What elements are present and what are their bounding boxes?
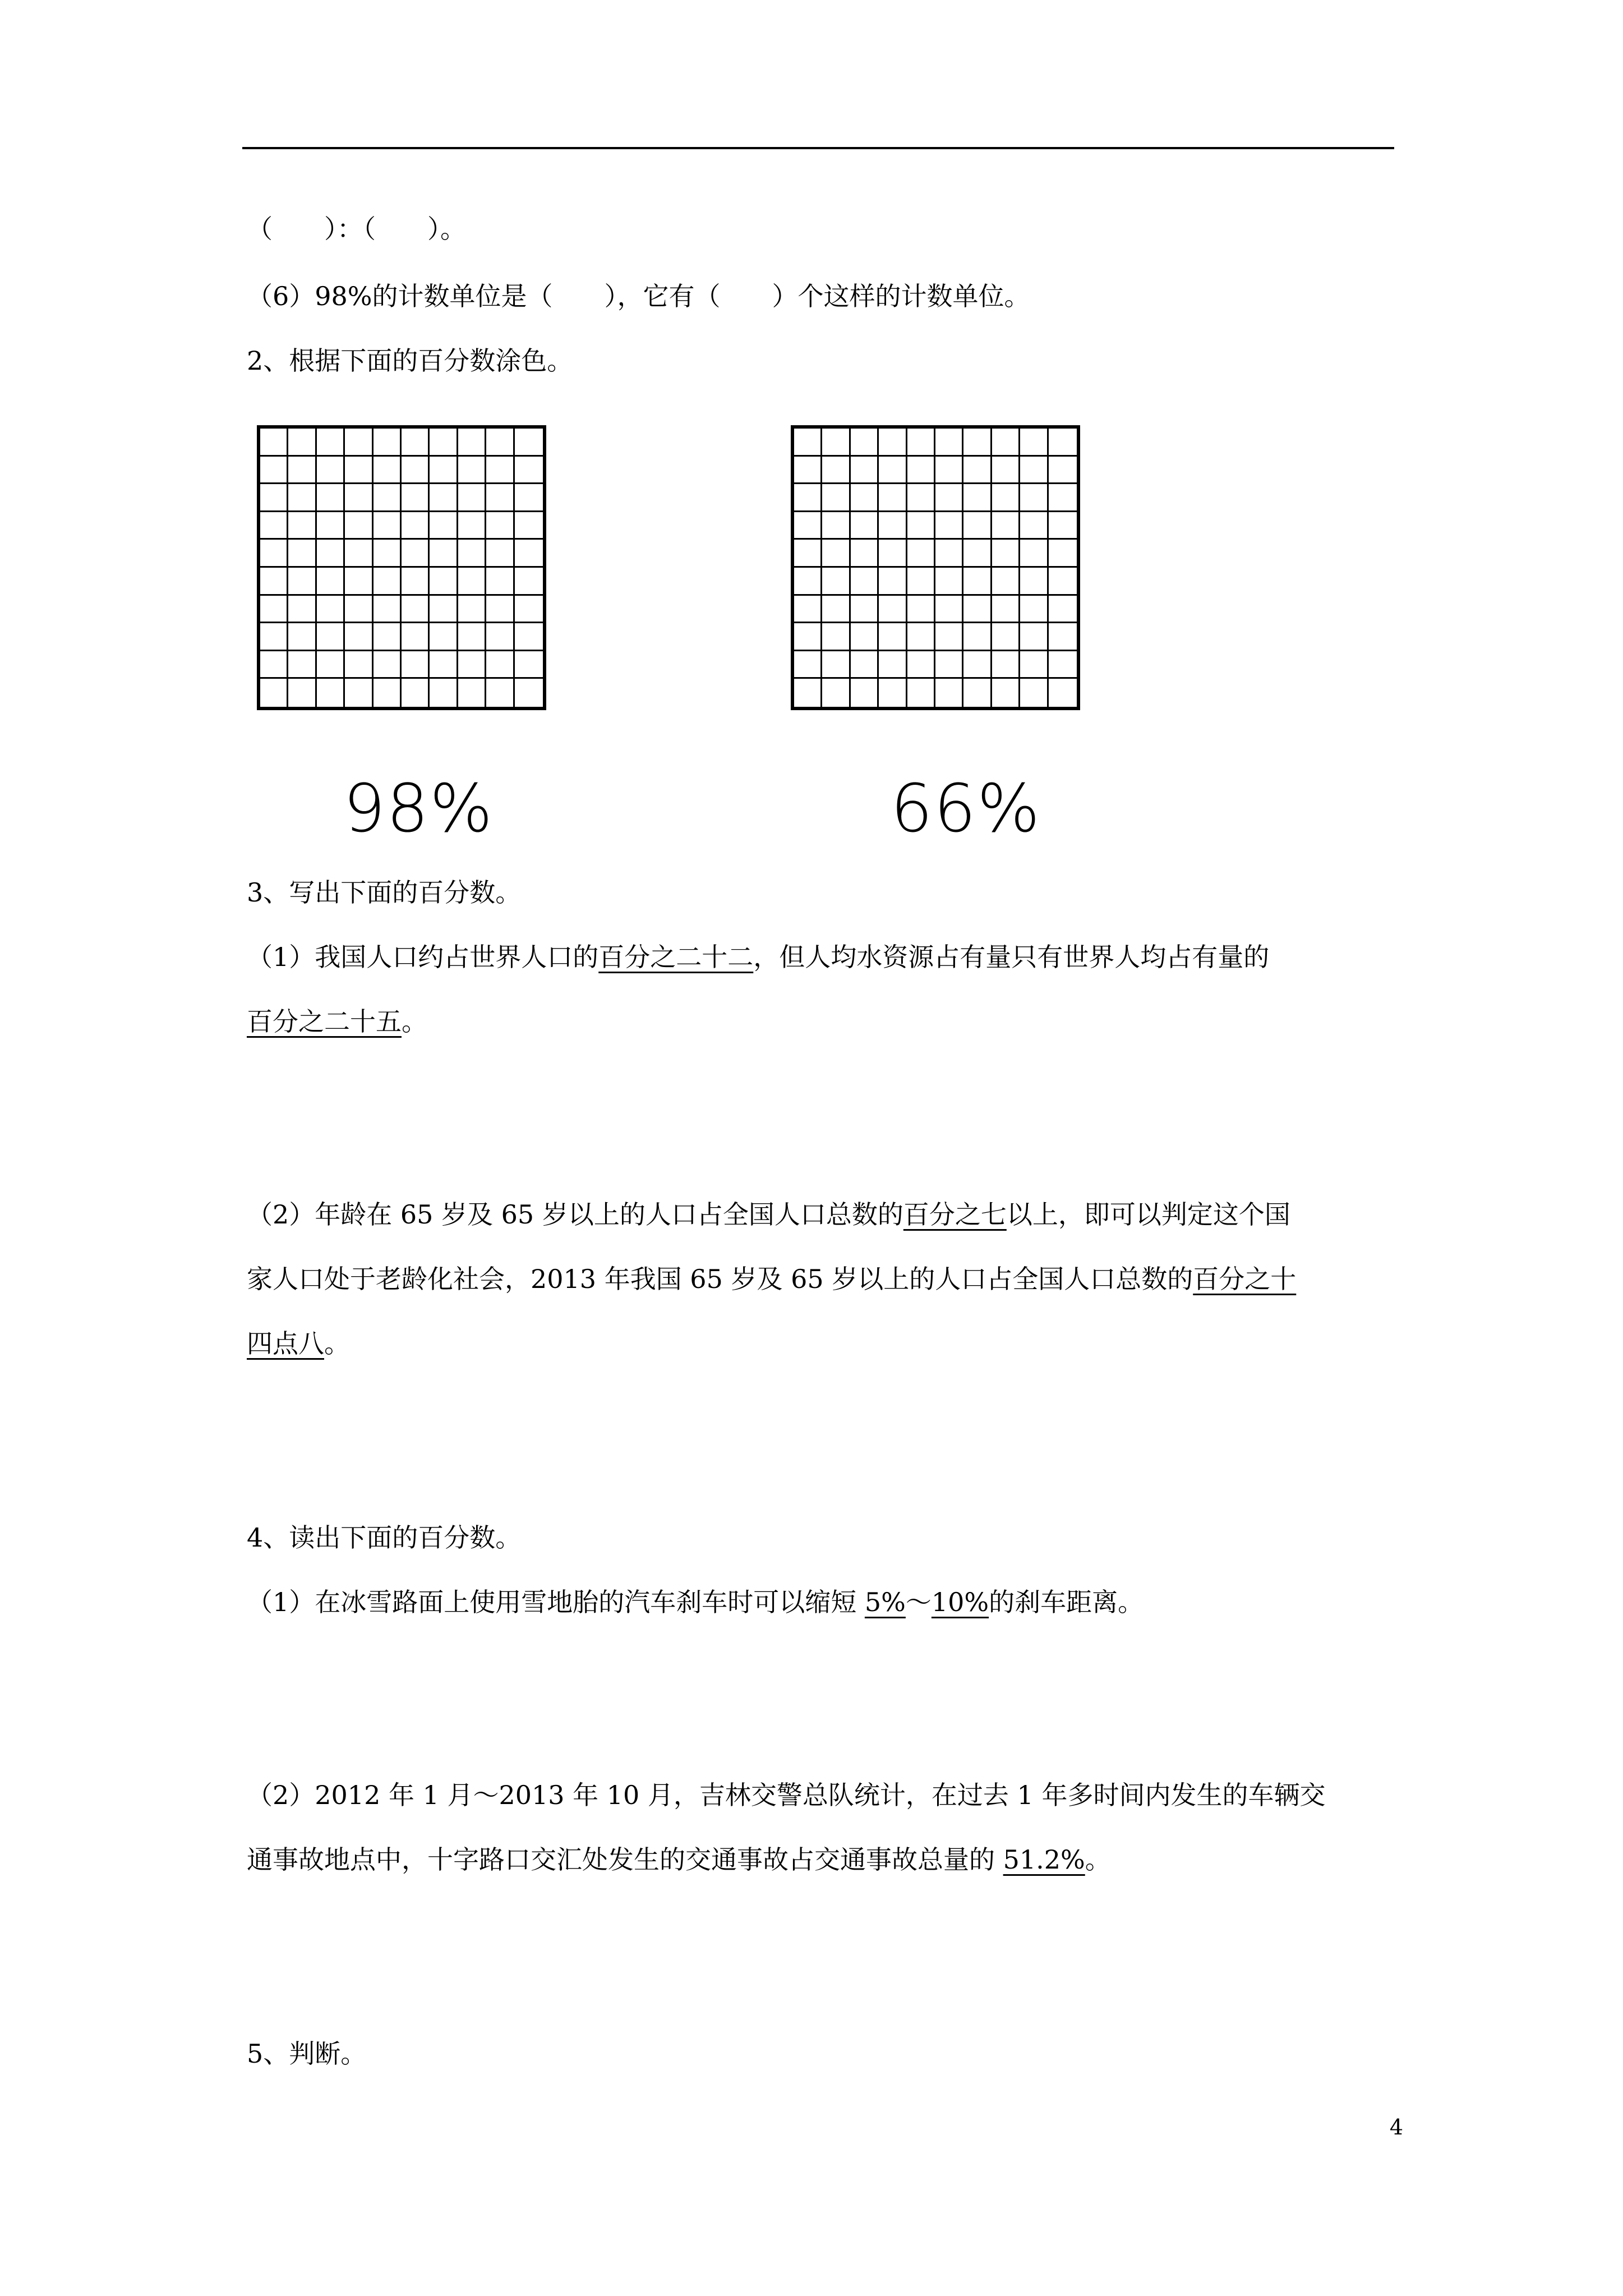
grid-cell[interactable] [935,457,963,485]
grid-cell[interactable] [374,512,402,540]
grid-cell[interactable] [317,596,345,624]
grid-cell[interactable] [1049,512,1077,540]
grid-cell[interactable] [515,457,543,485]
grid-cell[interactable] [402,457,430,485]
grid-cell[interactable] [822,679,850,707]
grid-cell[interactable] [935,623,963,651]
grid-cell[interactable] [879,679,907,707]
grid-cell[interactable] [345,596,373,624]
grid-cell[interactable] [458,596,486,624]
grid-cell[interactable] [822,623,850,651]
grid-cell[interactable] [430,651,458,679]
header-rule [242,147,1394,149]
grid-cell[interactable] [963,484,992,512]
grid-cell[interactable] [794,679,822,707]
text-segment: ，但人均水资源占有量只有世界人均占有量的 [753,942,1270,972]
grid-cell[interactable] [402,679,430,707]
grid-cell[interactable] [879,512,907,540]
grid-cell[interactable] [794,596,822,624]
grid-cell[interactable] [430,568,458,596]
grid-cell[interactable] [374,596,402,624]
grid-cell[interactable] [822,484,850,512]
grid-cell[interactable] [963,651,992,679]
grid-cell[interactable] [794,429,822,457]
grid-cell[interactable] [458,540,486,568]
grid-cell[interactable] [288,568,316,596]
grid-cell[interactable] [374,429,402,457]
grid-cell[interactable] [1020,596,1048,624]
grid-cell[interactable] [430,540,458,568]
grid-cell[interactable] [851,429,879,457]
grid-cell[interactable] [851,596,879,624]
grid-cell[interactable] [963,596,992,624]
grid-cell[interactable] [907,484,935,512]
grid-cell[interactable] [402,596,430,624]
grid-cell[interactable] [402,540,430,568]
grid-cell[interactable] [260,679,288,707]
grid-cell[interactable] [1049,540,1077,568]
grid-cell[interactable] [345,540,373,568]
grid-cell[interactable] [879,596,907,624]
grid-cell[interactable] [430,623,458,651]
grid-cell[interactable] [260,540,288,568]
grid-cell[interactable] [963,679,992,707]
hundred-grid-left[interactable] [257,425,546,710]
question-3-2-line-3 [247,1328,350,1359]
text-segment: （1）在冰雪路面上使用雪地胎的汽车刹车时可以缩短 [247,1587,865,1617]
grid-cell[interactable] [260,484,288,512]
grid-cell[interactable] [288,512,316,540]
grid-cell[interactable] [851,540,879,568]
grid-cell[interactable] [992,429,1020,457]
grid-cell[interactable] [260,429,288,457]
grid-cell[interactable] [935,568,963,596]
grid-cell[interactable] [374,568,402,596]
grid-cell[interactable] [317,512,345,540]
grid-cell[interactable] [879,568,907,596]
grid-cell[interactable] [851,457,879,485]
grid-cell[interactable] [458,568,486,596]
grid-cell[interactable] [794,512,822,540]
grid-cell[interactable] [515,429,543,457]
grid-cell[interactable] [963,623,992,651]
grid-cell[interactable] [822,651,850,679]
grid-cell[interactable] [345,623,373,651]
grid-cell[interactable] [317,540,345,568]
question-1-6: （6）98%的计数单位是（ ），它有（ ）个这样的计数单位。 [247,281,1030,311]
grid-cell[interactable] [515,596,543,624]
grid-cell[interactable] [907,596,935,624]
grid-cell[interactable] [515,512,543,540]
grid-cell[interactable] [486,596,514,624]
grid-cell[interactable] [430,484,458,512]
grid-cell[interactable] [317,484,345,512]
grid-cell[interactable] [851,623,879,651]
grid-cell[interactable] [486,540,514,568]
grid-cell[interactable] [963,457,992,485]
text-segment: （2）年龄在 65 岁及 65 岁以上的人口占全国人口总数的 [247,1199,903,1230]
grid-cell[interactable] [1020,568,1048,596]
grid-cell[interactable] [794,457,822,485]
grid-cell[interactable] [1020,512,1048,540]
grid-cell[interactable] [879,484,907,512]
grid-cell[interactable] [1049,651,1077,679]
question-4-title: 4、读出下面的百分数。 [247,1522,522,1553]
grid-cell[interactable] [879,540,907,568]
grid-cell[interactable] [260,457,288,485]
grid-cell[interactable] [935,512,963,540]
question-3-1-line-1 [247,944,1269,970]
underlined-term: 四点八 [247,1328,324,1359]
grid-cell[interactable] [345,429,373,457]
grid-cell[interactable] [288,596,316,624]
grid-cell[interactable] [288,429,316,457]
grid-cell[interactable] [794,540,822,568]
grid-cell[interactable] [430,512,458,540]
page-number: 4 [1389,2115,1403,2139]
grid-cell[interactable] [1049,484,1077,512]
underlined-term: 百分之二十二 [598,942,754,972]
grid-cell[interactable] [1020,429,1048,457]
grid-cell[interactable] [822,596,850,624]
grid-cell[interactable] [907,623,935,651]
grid-cell[interactable] [851,568,879,596]
grid-cell[interactable] [1020,679,1048,707]
grid-cell[interactable] [486,429,514,457]
grid-cell[interactable] [260,623,288,651]
grid-cell[interactable] [907,512,935,540]
grid-cell[interactable] [486,484,514,512]
grid-cell[interactable] [260,512,288,540]
grid-cell[interactable] [374,484,402,512]
grid-cell[interactable] [317,679,345,707]
grid-cell[interactable] [458,484,486,512]
grid-cell[interactable] [317,568,345,596]
grid-cell[interactable] [963,568,992,596]
grid-cell[interactable] [1020,651,1048,679]
grid-cell[interactable] [1049,596,1077,624]
grid-cell[interactable] [486,512,514,540]
grid-cell[interactable] [317,623,345,651]
grid-cell[interactable] [430,596,458,624]
grid-cell[interactable] [288,484,316,512]
grid-cell[interactable] [851,512,879,540]
grid-cell[interactable] [907,651,935,679]
grid-cell[interactable] [260,651,288,679]
text-segment: （1）我国人口约占世界人口的 [247,942,599,972]
grid-cell[interactable] [486,568,514,596]
grid-cell[interactable] [992,540,1020,568]
grid-cell[interactable] [1020,623,1048,651]
grid-cell[interactable] [879,429,907,457]
grid-cell[interactable] [345,651,373,679]
grid-cell[interactable] [851,679,879,707]
grid-cell[interactable] [317,457,345,485]
grid-cell[interactable] [794,484,822,512]
grid-cell[interactable] [992,679,1020,707]
question-3-2-line-1 [247,1199,1290,1230]
grid-cell[interactable] [1049,623,1077,651]
grid-cell[interactable] [963,540,992,568]
grid-cell[interactable] [822,457,850,485]
grid-cell[interactable] [430,429,458,457]
grid-cell[interactable] [1020,457,1048,485]
grid-cell[interactable] [515,568,543,596]
fill-blank-ratio: （ ）：（ ）。 [247,214,466,244]
grid-cell[interactable] [794,623,822,651]
question-4-1 [247,1589,1144,1615]
grid-cell[interactable] [879,623,907,651]
grid-cell[interactable] [992,651,1020,679]
grid-cell[interactable] [851,651,879,679]
grid-cell[interactable] [402,484,430,512]
grid-cell[interactable] [288,457,316,485]
grid-cell[interactable] [935,429,963,457]
underlined-term: 51.2% [1003,1844,1085,1875]
text-segment: 。 [402,1006,427,1037]
grid-cell[interactable] [317,651,345,679]
grid-cell[interactable] [515,679,543,707]
grid-cell[interactable] [1049,457,1077,485]
grid-cell[interactable] [515,540,543,568]
grid-cell[interactable] [458,457,486,485]
grid-cell[interactable] [963,512,992,540]
grid-cell[interactable] [486,623,514,651]
question-2-title: 2、根据下面的百分数涂色。 [247,346,573,376]
grid-cell[interactable] [992,484,1020,512]
question-3-1-line-2 [247,1006,427,1037]
question-4-2-line-1: （2）2012 年 1 月～2013 年 10 月，吉林交警总队统计，在过去 1 年多时间内发生的车辆交 [247,1780,1326,1810]
grid-cell[interactable] [288,679,316,707]
grid-cell[interactable] [402,512,430,540]
grid-cell[interactable] [935,596,963,624]
grid-cell[interactable] [822,429,850,457]
underlined-term: 百分之十 [1193,1264,1297,1294]
grid-cell[interactable] [935,484,963,512]
grid-cell[interactable] [260,568,288,596]
grid-cell[interactable] [345,512,373,540]
grid-cell[interactable] [458,623,486,651]
grid-cell[interactable] [486,457,514,485]
grid-cell[interactable] [1049,568,1077,596]
underlined-term: 百分之七 [903,1199,1007,1230]
question-4-2-line-2 [247,1844,1111,1875]
grid-cell[interactable] [515,623,543,651]
grid-cell[interactable] [288,651,316,679]
text-segment: 。 [324,1328,350,1359]
grid-cell[interactable] [260,596,288,624]
grid-cell[interactable] [935,651,963,679]
grid-cell[interactable] [907,679,935,707]
grid-cell[interactable] [1020,484,1048,512]
text-segment: 家人口处于老龄化社会，2013 年我国 65 岁及 65 岁以上的人口占全国人口总数的 [247,1264,1193,1294]
text-segment: 的刹车距离。 [989,1587,1144,1617]
grid-cell[interactable] [822,568,850,596]
underlined-term: 百分之二十五 [247,1006,402,1037]
grid-cell[interactable] [486,651,514,679]
grid-cell[interactable] [402,429,430,457]
grid-cell[interactable] [1020,540,1048,568]
grid-cell[interactable] [402,651,430,679]
grid-cell[interactable] [402,623,430,651]
grid-cell[interactable] [992,457,1020,485]
text-segment: 通事故地点中，十字路口交汇处发生的交通事故占交通事故总量的 [247,1844,1003,1875]
grid-cell[interactable] [430,679,458,707]
grid-cell[interactable] [486,679,514,707]
grid-cell[interactable] [374,651,402,679]
text-segment: ～ [905,1587,932,1617]
grid-cell[interactable] [345,679,373,707]
grid-cell[interactable] [458,512,486,540]
grid-cell[interactable] [1049,679,1077,707]
grid-cell[interactable] [822,512,850,540]
grid-cell[interactable] [907,540,935,568]
grid-cell[interactable] [992,596,1020,624]
grid-cell[interactable] [963,429,992,457]
grid-cell[interactable] [992,512,1020,540]
text-segment: 。 [1085,1844,1111,1875]
grid-left-label: 98% [343,770,494,847]
grid-cell[interactable] [317,429,345,457]
grid-cell[interactable] [935,679,963,707]
underlined-term: 5% [864,1587,906,1617]
question-3-2-line-2 [247,1266,1296,1292]
grid-cell[interactable] [851,484,879,512]
grid-cell[interactable] [879,651,907,679]
grid-cell[interactable] [879,457,907,485]
grid-right-label: 66% [891,770,1041,847]
question-3-title: 3、写出下面的百分数。 [247,877,522,908]
grid-cell[interactable] [345,484,373,512]
grid-cell[interactable] [374,457,402,485]
question-5-title: 5、判断。 [247,2039,367,2069]
grid-cell[interactable] [515,651,543,679]
grid-cell[interactable] [907,568,935,596]
grid-cell[interactable] [374,679,402,707]
grid-cell[interactable] [992,568,1020,596]
grid-cell[interactable] [907,457,935,485]
grid-cell[interactable] [515,484,543,512]
grid-cell[interactable] [794,651,822,679]
grid-cell[interactable] [458,651,486,679]
grid-cell[interactable] [992,623,1020,651]
grid-cell[interactable] [374,540,402,568]
grid-cell[interactable] [935,540,963,568]
grid-cell[interactable] [288,540,316,568]
grid-cell[interactable] [402,568,430,596]
hundred-grid-right[interactable] [791,425,1080,710]
underlined-term: 10% [931,1587,989,1617]
grid-cell[interactable] [458,679,486,707]
grid-cell[interactable] [1049,429,1077,457]
grid-cell[interactable] [288,623,316,651]
grid-cell[interactable] [374,623,402,651]
text-segment: 以上，即可以判定这个国 [1006,1199,1290,1230]
grid-cell[interactable] [907,429,935,457]
grid-cell[interactable] [345,457,373,485]
grid-cell[interactable] [345,568,373,596]
grid-cell[interactable] [430,457,458,485]
grid-cell[interactable] [458,429,486,457]
grid-cell[interactable] [794,568,822,596]
grid-cell[interactable] [822,540,850,568]
